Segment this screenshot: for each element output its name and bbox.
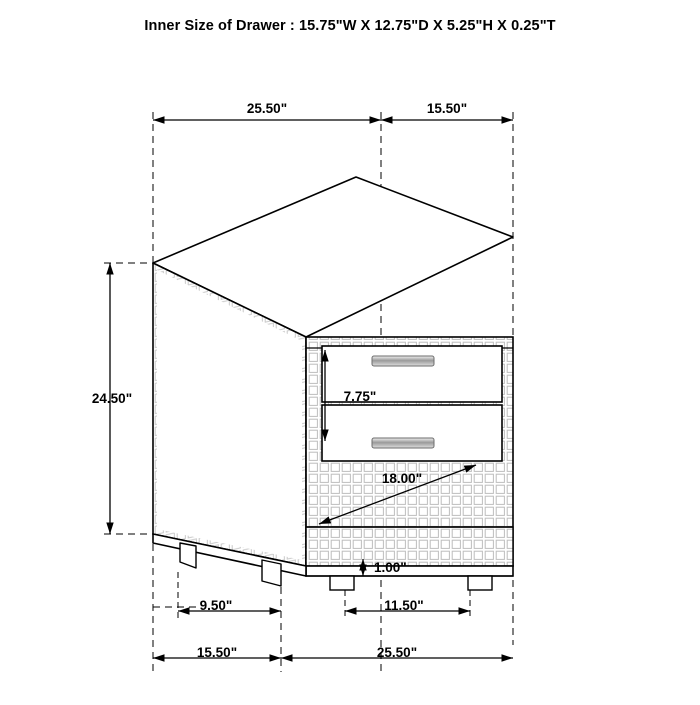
dim-top-left: 25.50"	[246, 101, 288, 116]
dim-bottom-inner-right: 11.50"	[384, 598, 424, 613]
dim-left-height: 24.50"	[91, 391, 133, 406]
dim-bottom-inner-left: 9.50"	[199, 598, 233, 613]
page-title: Inner Size of Drawer : 15.75"W X 12.75"D X 5.25"H X 0.25"T	[144, 18, 556, 34]
dim-bottom-outer-left: 15.50"	[196, 645, 238, 660]
dim-top-right: 15.50"	[426, 101, 468, 116]
dim-bottom-outer-right: 25.50"	[376, 645, 418, 660]
dim-drawer-height: 7.75"	[343, 389, 377, 404]
dim-drawer-width: 18.00"	[381, 471, 423, 486]
dim-leg-height: 1.00"	[374, 560, 407, 575]
